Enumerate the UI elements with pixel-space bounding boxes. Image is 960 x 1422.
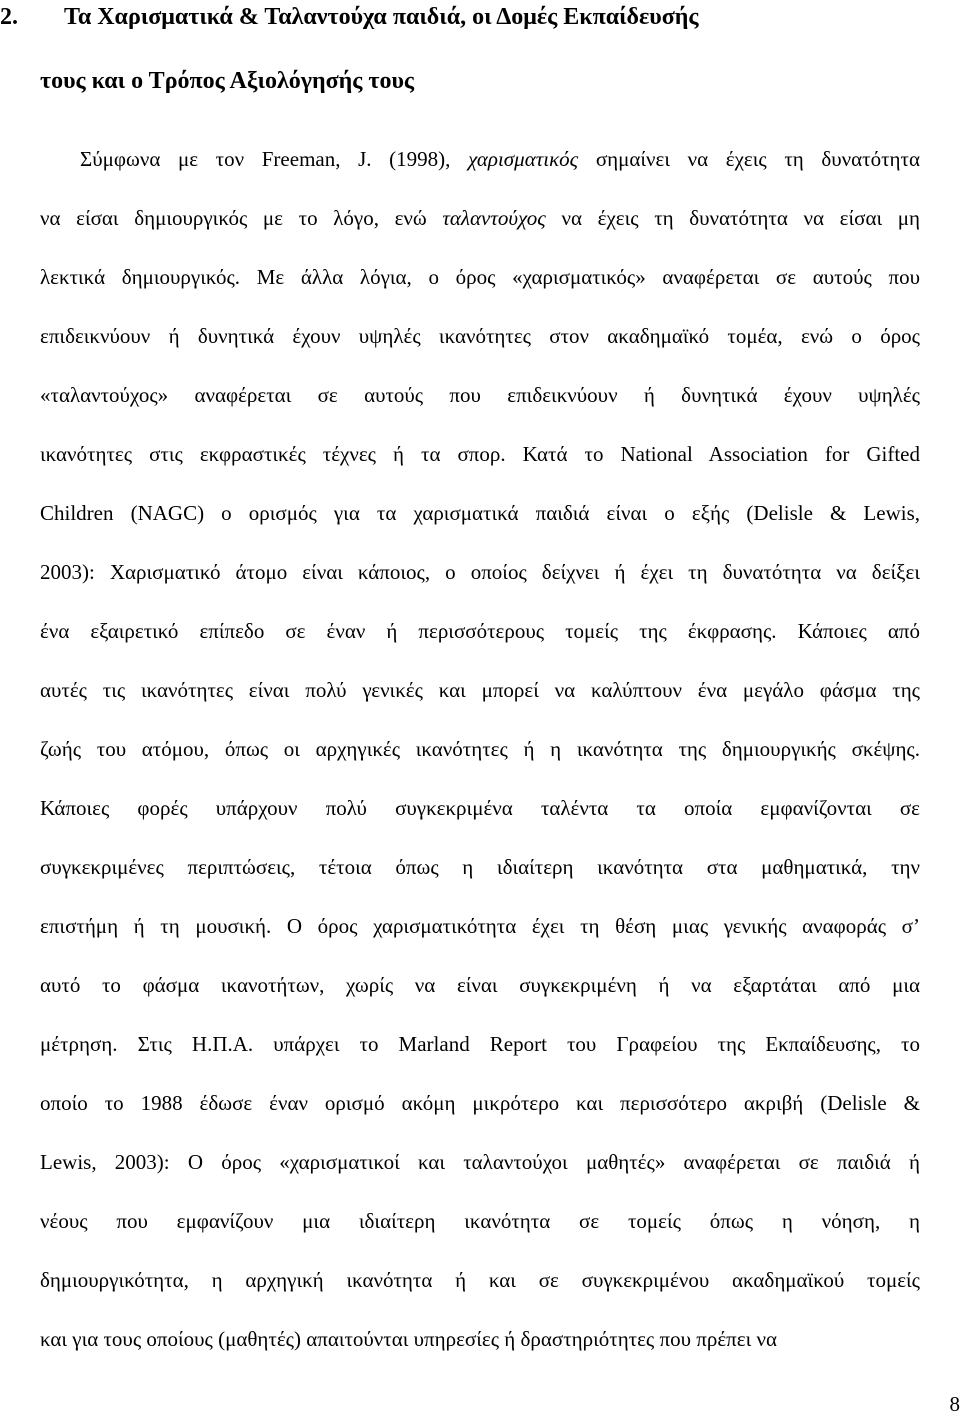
section-title-line-2: τους και ο Τρόπος Αξιολόγησής τους (40, 68, 415, 94)
text-run: να έχεις τη δυνατότητα να είσαι μη (545, 206, 920, 230)
paragraph-line: οποίο το 1988 έδωσε έναν ορισμό ακόμη μικρότερο και περισσότερο ακριβή (Delisle & (40, 1091, 920, 1115)
paragraph-line: μέτρηση. Στις Η.Π.Α. υπάρχει το Marland Report του Γραφείου της Εκπαίδευσης, το (40, 1032, 920, 1056)
paragraph-line: επιστήμη ή τη μουσική. Ο όρος χαρισματικότητα έχει τη θέση μιας γενικής αναφοράς σ’ (40, 914, 920, 938)
text-run: σημαίνει να έχεις τη δυνατότητα (578, 147, 920, 171)
paragraph-line: λεκτικά δημιουργικός. Με άλλα λόγια, ο όρος «χαρισματικός» αναφέρεται σε αυτούς που (40, 265, 920, 289)
italic-term: χαρισματικός (468, 147, 579, 171)
paragraph-line: αυτές τις ικανότητες είναι πολύ γενικές και μπορεί να καλύπτουν ένα μεγάλο φάσμα της (40, 678, 920, 702)
paragraph-line: ικανότητες στις εκφραστικές τέχνες ή τα σπορ. Κατά το National Association for Gifted (40, 442, 920, 466)
paragraph-line: επιδεικνύουν ή δυνητικά έχουν υψηλές ικανότητες στον ακαδημαϊκό τομέα, ενώ ο όρος (40, 324, 920, 348)
paragraph-line: «ταλαντούχος» αναφέρεται σε αυτούς που επιδεικνύουν ή δυνητικά έχουν υψηλές (40, 383, 920, 407)
paragraph-line: Lewis, 2003): Ο όρος «χαρισματικοί και ταλαντούχοι μαθητές» αναφέρεται σε παιδιά ή (40, 1150, 920, 1174)
paragraph-line: Κάποιες φορές υπάρχουν πολύ συγκεκριμένα ταλέντα τα οποία εμφανίζονται σε (40, 796, 920, 820)
section-title-line-1: Τα Χαρισματικά & Ταλαντούχα παιδιά, οι Δομές Εκπαίδευσής (64, 4, 699, 30)
body-paragraph (40, 130, 920, 1369)
paragraph-line: ζωής του ατόμου, όπως οι αρχηγικές ικανότητες ή η ικανότητα της δημιουργικής σκέψης. (40, 737, 920, 761)
paragraph-line: ένα εξαιρετικό επίπεδο σε έναν ή περισσότερους τομείς της έκφρασης. Κάποιες από (40, 619, 920, 643)
paragraph-line: συγκεκριμένες περιπτώσεις, τέτοια όπως η ιδιαίτερη ικανότητα στα μαθηματικά, την (40, 855, 920, 879)
text-run: να είσαι δημιουργικός με το λόγο, ενώ (40, 206, 443, 230)
text-run: Σύμφωνα με τον Freeman, J. (1998), (80, 147, 469, 171)
italic-term: ταλαντούχος (442, 206, 546, 230)
paragraph-line: νέους που εμφανίζουν μια ιδιαίτερη ικανότητα σε τομείς όπως η νόηση, η (40, 1209, 920, 1233)
section-number: 2. (0, 4, 18, 30)
paragraph-line: και για τους οποίους (μαθητές) απαιτούνται υπηρεσίες ή δραστηριότητες που πρέπει να (40, 1327, 777, 1351)
paragraph-line (40, 130, 920, 189)
paragraph-line: αυτό το φάσμα ικανοτήτων, χωρίς να είναι συγκεκριμένη ή να εξαρτάται από μια (40, 973, 920, 997)
paragraph-line: 2003): Χαρισματικό άτομο είναι κάποιος, ο οποίος δείχνει ή έχει τη δυνατότητα να δείξει (40, 560, 920, 584)
page-number: 8 (949, 1392, 960, 1416)
paragraph-line (40, 189, 920, 248)
paragraph-line: Children (NAGC) ο ορισμός για τα χαρισματικά παιδιά είναι ο εξής (Delisle & Lewis, (40, 501, 920, 525)
paragraph-line: δημιουργικότητα, η αρχηγική ικανότητα ή και σε συγκεκριμένου ακαδημαϊκού τομείς (40, 1268, 920, 1292)
